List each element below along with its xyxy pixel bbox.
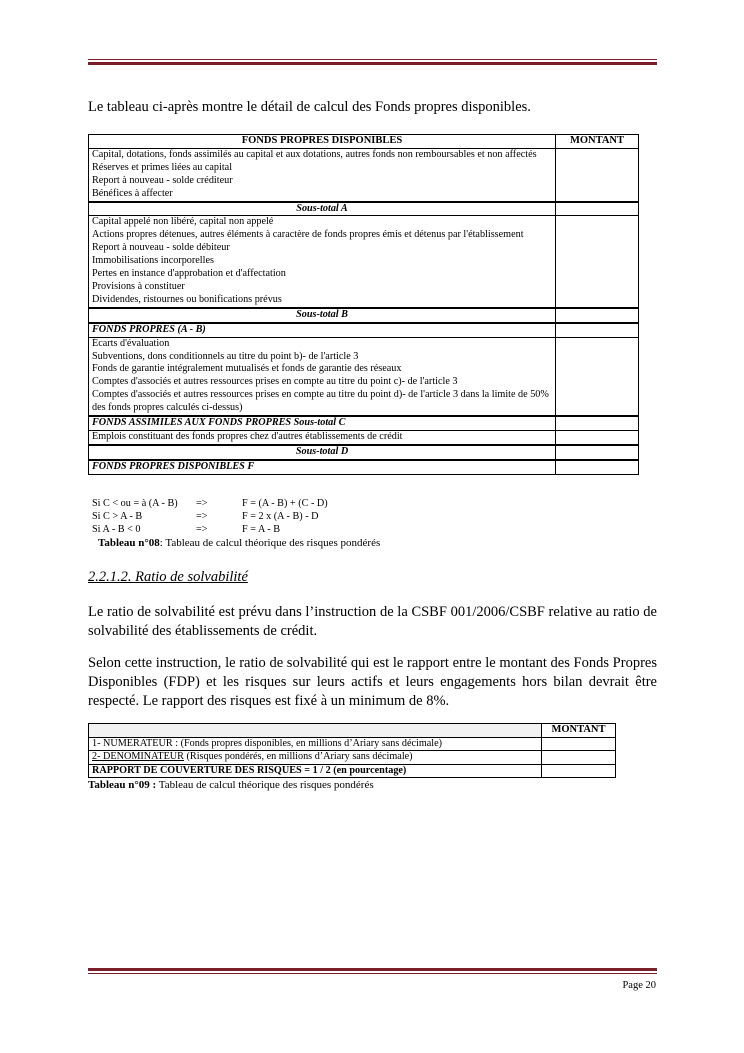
header-amount: MONTANT: [542, 724, 616, 738]
paragraph-2: Selon cette instruction, le ratio de solvabilité qui est le rapport entre le montant des Fonds Propres Disponibles (FDP) et les risques sur leurs actifs et leurs engagements hors bilan devrait être respecté. Le rapport des risques est fixé à un minimum de 8%.: [88, 655, 657, 709]
caption-text: Tableau de calcul théorique des risques pondérés: [156, 779, 374, 791]
amount-cell: [556, 337, 639, 416]
list-item: Immobilisations incorporelles: [92, 255, 214, 267]
amount-cell: [542, 751, 616, 765]
amount-cell: [556, 216, 639, 308]
numerator-row: [89, 737, 616, 751]
list-item: Capital, dotations, fonds assimilés au capital et aux dotations, autres fonds non remboursables et non affectés: [92, 148, 537, 160]
footer-rule-bottom: [88, 973, 657, 974]
list-item: Provisions à constituer: [92, 280, 185, 292]
list-item: Écarts d'évaluation: [92, 337, 170, 349]
subtotal-b-row: [89, 308, 639, 323]
denominator-title: 2- DENOMINATEUR: [92, 751, 184, 762]
amount-cell: [556, 323, 639, 337]
table-header-row: [89, 135, 639, 149]
block-b-row: [89, 216, 639, 308]
amount-cell: [556, 308, 639, 323]
formula-arrow: =>: [196, 524, 208, 535]
header-label: FONDS PROPRES DISPONIBLES: [89, 135, 556, 149]
fonds-propres-label: FONDS PROPRES (A - B): [89, 323, 556, 337]
block-b-items: [89, 216, 556, 308]
ratio-table: [88, 723, 616, 778]
list-item: Dividendes, ristournes ou bonifications prévus: [92, 293, 282, 305]
formula-rules: [92, 497, 392, 537]
section-heading: 2.2.1.2. Ratio de solvabilité: [88, 569, 248, 585]
amount-cell: [542, 737, 616, 751]
header-amount: MONTANT: [556, 135, 639, 149]
amount-cell: [556, 202, 639, 216]
list-item: Report à nouveau - solde débiteur: [92, 242, 230, 254]
numerator-label: 1- NUMERATEUR : (Fonds propres disponibles, en millions d’Ariary sans décimale): [89, 737, 542, 751]
formula-condition: Si C > A - B: [92, 511, 143, 522]
caption-text: : Tableau de calcul théorique des risques pondérés: [159, 537, 381, 549]
denominator-detail: (Risques pondérés, en millions d’Ariary sans décimale): [183, 751, 413, 762]
list-item: Report à nouveau - solde créditeur: [92, 174, 233, 186]
table-caption-09: [88, 779, 374, 791]
header-rule-top: [88, 59, 657, 60]
block-c-items: [89, 337, 556, 416]
amount-cell: [556, 445, 639, 460]
list-item: Comptes d'associés et autres ressources prises en compte au titre du point c)- de l'article 3: [92, 376, 458, 388]
header-blank: [89, 724, 542, 738]
ratio-row: [89, 764, 616, 778]
list-item: Actions propres détenues, autres éléments à caractère de fonds propres émis et détenus par l'établissement: [92, 229, 524, 241]
block-a-row: [89, 148, 639, 201]
denominator-row: [89, 751, 616, 765]
formula-arrow: =>: [196, 498, 208, 509]
fonds-propres-table: [88, 134, 639, 475]
block-d-row: [89, 430, 639, 444]
list-item: Bénéfices à affecter: [92, 187, 173, 199]
subtotal-a-row: [89, 202, 639, 216]
list-item: Capital appelé non libéré, capital non appelé: [92, 216, 274, 228]
subtotal-c-label: FONDS ASSIMILES AUX FONDS PROPRES Sous-total C: [89, 416, 556, 430]
list-item: Fonds de garantie intégralement mutualisés et fonds de garantie des réseaux: [92, 363, 402, 375]
formula-result: F = A - B: [242, 524, 281, 535]
block-c-row: [89, 337, 639, 416]
block-a-items: [89, 148, 556, 201]
amount-cell: [556, 416, 639, 430]
fonds-propres-row: [89, 323, 639, 337]
paragraph-1: Le ratio de solvabilité est prévu dans l’instruction de la CSBF 001/2006/CSBF relative au ratio de solvabilité des établissements de crédit.: [88, 604, 657, 639]
subtotal-d-label: Sous-total D: [89, 445, 556, 460]
formula-result: F = 2 x (A - B) - D: [242, 511, 319, 522]
total-f-row: [89, 460, 639, 474]
caption-label: Tableau n°08: [98, 537, 160, 549]
list-item: Comptes d'associés et autres ressources prises en compte au titre du point d)- de l'article 3 dans la limite de 50% des fonds propres calculés ci-dessus): [92, 389, 549, 414]
page-number: Page 20: [622, 980, 656, 991]
subtotal-a-label: Sous-total A: [89, 202, 556, 216]
caption-label: Tableau n°09 :: [88, 779, 157, 791]
denominator-label: [89, 751, 542, 765]
intro-text: Le tableau ci-après montre le détail de calcul des Fonds propres disponibles.: [88, 99, 531, 115]
list-item: Subventions, dons conditionnels au titre du point b)- de l'article 3: [92, 350, 359, 362]
header-rule-bottom: [88, 62, 657, 65]
formula-arrow: =>: [196, 511, 208, 522]
formula-condition: Si A - B < 0: [92, 524, 141, 535]
ratio-label: RAPPORT DE COUVERTURE DES RISQUES = 1 / 2 (en pourcentage): [89, 764, 542, 778]
amount-cell: [556, 430, 639, 444]
list-item: Réserves et primes liées au capital: [92, 161, 233, 173]
total-f-label: FONDS PROPRES DISPONIBLES F: [89, 460, 556, 474]
table-header-row: [89, 724, 616, 738]
formula-result: F = (A - B) + (C - D): [242, 498, 328, 509]
list-item: Pertes en instance d'approbation et d'affectation: [92, 268, 286, 280]
subtotal-c-row: [89, 416, 639, 430]
amount-cell: [542, 764, 616, 778]
amount-cell: [556, 148, 639, 201]
table-caption-08: [98, 537, 380, 549]
amount-cell: [556, 460, 639, 474]
footer-rule-top: [88, 968, 657, 971]
block-d-item: Emplois constituant des fonds propres chez d'autres établissements de crédit: [89, 430, 556, 444]
subtotal-d-row: [89, 445, 639, 460]
formula-condition: Si C < ou = à (A - B): [92, 498, 178, 509]
subtotal-b-label: Sous-total B: [89, 308, 556, 323]
